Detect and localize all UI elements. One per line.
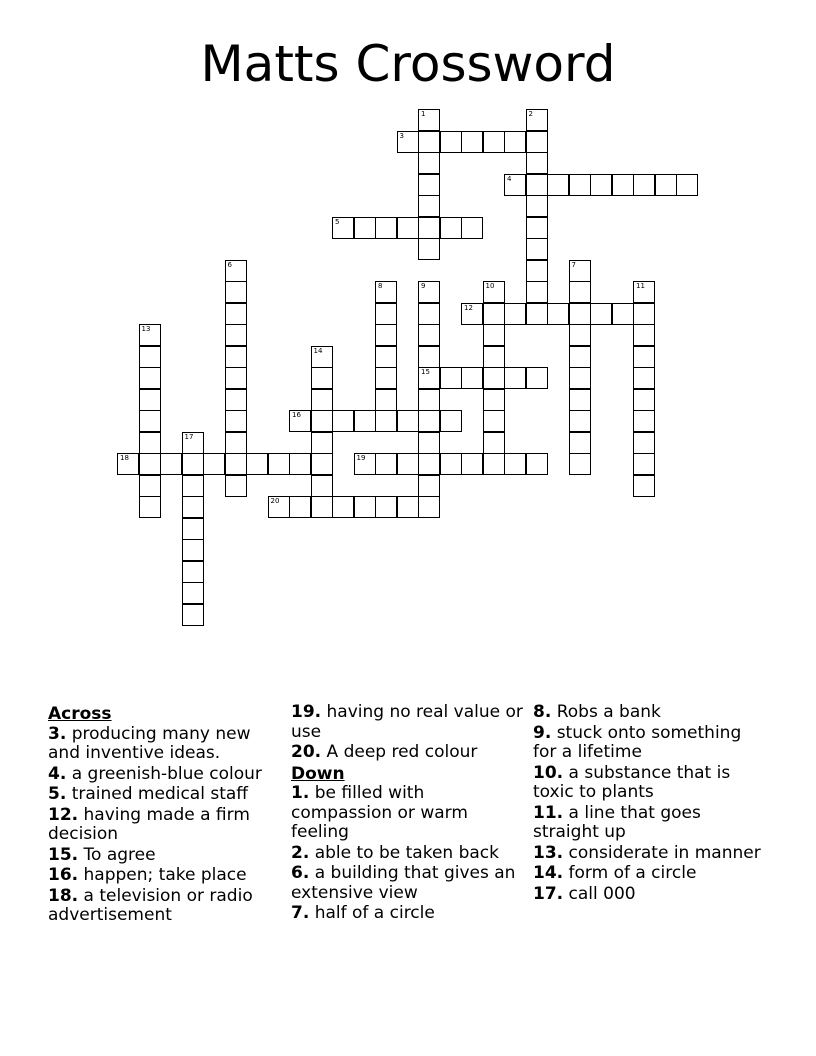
grid-cell[interactable] [397, 131, 419, 153]
clue-num: 14. [533, 863, 564, 883]
clue-text: considerate in manner [568, 842, 761, 863]
grid-cell[interactable] [182, 561, 204, 583]
down-heading: Down [291, 763, 345, 784]
grid-cell[interactable] [547, 174, 569, 196]
grid-cell[interactable] [354, 217, 376, 239]
grid-cell[interactable] [139, 346, 161, 368]
clue-text: Robs a bank [556, 702, 661, 722]
grid-cell[interactable] [375, 346, 397, 368]
grid-cell[interactable] [633, 410, 655, 432]
grid-cell[interactable] [483, 346, 505, 368]
grid-cell[interactable] [182, 453, 204, 475]
grid-cell[interactable] [526, 303, 548, 325]
clue-num: 18. [48, 885, 79, 906]
grid-cell[interactable] [483, 303, 505, 325]
clue-item [533, 864, 765, 884]
clue-num: 7. [291, 903, 310, 923]
grid-cell[interactable] [526, 152, 548, 174]
grid-cell[interactable] [418, 217, 440, 239]
clue-item [533, 844, 765, 864]
grid-cell[interactable] [440, 453, 462, 475]
clue-text: a television or radio advertisement [48, 885, 253, 925]
puzzle-title: Matts Crossword [200, 35, 616, 93]
grid-cell[interactable] [225, 432, 247, 454]
grid-cell[interactable] [225, 260, 247, 282]
grid-cell[interactable] [418, 131, 440, 153]
clue-column-1 [48, 703, 280, 927]
grid-cell[interactable] [418, 238, 440, 260]
clue-number: 2 [528, 110, 533, 118]
clue-item [48, 765, 280, 785]
grid-cell[interactable] [483, 131, 505, 153]
clue-item [291, 743, 523, 763]
clue-number: 9 [421, 282, 426, 290]
grid-cell[interactable] [225, 324, 247, 346]
clue-number: 7 [571, 260, 576, 269]
clue-item [291, 703, 523, 742]
grid-cell[interactable] [418, 152, 440, 174]
grid-cell[interactable] [461, 367, 483, 389]
grid-cell[interactable] [375, 324, 397, 346]
grid-cell[interactable] [633, 281, 655, 303]
grid-cell[interactable] [633, 367, 655, 389]
grid-cell[interactable] [461, 131, 483, 153]
grid-cell[interactable] [461, 217, 483, 239]
clue-text: a line that goes straight up [533, 802, 701, 842]
clue-text: a building that gives an extensive view [291, 863, 516, 903]
grid-cell[interactable] [504, 453, 526, 475]
grid-cell[interactable] [311, 367, 333, 389]
grid-cell[interactable] [332, 496, 354, 518]
grid-cell[interactable] [375, 367, 397, 389]
clue-num: 17. [533, 883, 564, 904]
clue-text: a substance that is toxic to plants [533, 762, 731, 802]
grid-cell[interactable] [633, 453, 655, 475]
grid-cell[interactable] [268, 453, 290, 475]
grid-cell[interactable] [375, 389, 397, 411]
grid-cell[interactable] [418, 324, 440, 346]
clue-item [291, 844, 523, 864]
clue-item [533, 764, 765, 803]
clue-number: 14 [313, 346, 323, 355]
clue-text: be filled with compassion or warm feeling [291, 783, 468, 842]
grid-cell[interactable] [225, 281, 247, 303]
clue-text: half of a circle [314, 903, 435, 923]
clue-item [533, 885, 765, 905]
grid-cell[interactable] [483, 410, 505, 432]
clue-text: a greenish-blue colour [71, 763, 262, 784]
grid-cell[interactable] [289, 496, 311, 518]
clue-num: 9. [533, 722, 552, 743]
grid-cell[interactable] [418, 432, 440, 454]
grid-cell[interactable] [440, 367, 462, 389]
grid-cell[interactable] [225, 453, 247, 475]
grid-cell[interactable] [397, 496, 419, 518]
grid-cell[interactable] [117, 453, 139, 475]
clue-num: 13. [533, 842, 564, 863]
grid-cell[interactable] [139, 432, 161, 454]
clue-num: 2. [291, 842, 310, 863]
clue-num: 12. [48, 804, 79, 825]
clue-number: 18 [120, 454, 129, 462]
grid-cell[interactable] [569, 324, 591, 346]
clue-num: 5. [48, 784, 67, 804]
grid-cell[interactable] [182, 604, 204, 626]
clue-number: 16 [292, 411, 301, 419]
grid-cell[interactable] [332, 410, 354, 432]
grid-cell[interactable] [461, 303, 483, 325]
clue-num: 16. [48, 865, 79, 885]
grid-cell[interactable] [418, 496, 440, 518]
clue-num: 6. [291, 863, 310, 883]
clue-item [533, 804, 765, 843]
grid-cell[interactable] [633, 174, 655, 196]
grid-cell[interactable] [483, 453, 505, 475]
clue-number: 19 [356, 454, 366, 462]
grid-cell[interactable] [569, 453, 591, 475]
clue-text: To agree [83, 844, 156, 865]
grid-cell[interactable] [311, 475, 333, 497]
grid-cell[interactable] [375, 281, 397, 303]
clue-text: stuck onto something for a lifetime [533, 722, 742, 762]
grid-cell[interactable] [483, 389, 505, 411]
grid-cell[interactable] [182, 432, 204, 454]
clue-text: A deep red colour [326, 742, 478, 762]
grid-cell[interactable] [311, 496, 333, 518]
clue-number: 17 [184, 432, 194, 441]
clue-number: 3 [399, 131, 404, 140]
grid-cell[interactable] [569, 174, 591, 196]
grid-cell[interactable] [160, 453, 182, 475]
grid-cell[interactable] [268, 496, 290, 518]
grid-cell[interactable] [418, 303, 440, 325]
clue-column-2 [291, 703, 523, 925]
clue-item [533, 703, 765, 723]
grid-cell[interactable] [139, 453, 161, 475]
grid-cell[interactable] [418, 475, 440, 497]
grid-cell[interactable] [569, 303, 591, 325]
grid-cell[interactable] [332, 217, 354, 239]
grid-cell[interactable] [483, 281, 505, 303]
grid-cell[interactable] [225, 389, 247, 411]
clue-item [48, 846, 280, 866]
grid-cell[interactable] [418, 453, 440, 475]
grid-cell[interactable] [483, 367, 505, 389]
grid-cell[interactable] [139, 475, 161, 497]
grid-cell[interactable] [633, 475, 655, 497]
grid-cell[interactable] [569, 281, 591, 303]
clue-number: 15 [421, 368, 430, 376]
clue-text: having made a firm decision [48, 804, 250, 844]
grid-cell[interactable] [139, 496, 161, 518]
grid-cell[interactable] [375, 217, 397, 239]
grid-cell[interactable] [311, 410, 333, 432]
clue-num: 8. [533, 702, 552, 722]
clue-item [291, 784, 523, 843]
grid-cell[interactable] [569, 389, 591, 411]
grid-cell[interactable] [504, 174, 526, 196]
grid-cell[interactable] [418, 174, 440, 196]
grid-cell[interactable] [225, 367, 247, 389]
clue-column-3 [533, 703, 765, 905]
clue-text: producing many new and inventive ideas. [48, 723, 251, 763]
clue-item [48, 785, 280, 805]
grid-cell[interactable] [526, 174, 548, 196]
clue-item [48, 725, 280, 764]
clue-num: 3. [48, 723, 67, 744]
clue-number: 1 [421, 110, 426, 118]
grid-cell[interactable] [225, 346, 247, 368]
clue-num: 4. [48, 763, 67, 784]
grid-cell[interactable] [375, 410, 397, 432]
grid-cell[interactable] [526, 131, 548, 153]
grid-cell[interactable] [289, 410, 311, 432]
grid-cell[interactable] [311, 389, 333, 411]
clue-num: 19. [291, 702, 322, 722]
grid-cell[interactable] [225, 410, 247, 432]
grid-cell[interactable] [633, 346, 655, 368]
grid-cell[interactable] [569, 260, 591, 282]
grid-cell[interactable] [440, 217, 462, 239]
clue-number: 8 [378, 282, 383, 290]
grid-cell[interactable] [612, 303, 634, 325]
grid-cell[interactable] [418, 346, 440, 368]
grid-cell[interactable] [526, 367, 548, 389]
grid-cell[interactable] [418, 389, 440, 411]
grid-cell[interactable] [182, 518, 204, 540]
grid-cell[interactable] [311, 453, 333, 475]
grid-cell[interactable] [225, 475, 247, 497]
clue-number: 4 [507, 174, 512, 183]
clue-number: 20 [270, 497, 280, 505]
clue-text: happen; take place [83, 865, 247, 885]
grid-cell[interactable] [526, 109, 548, 131]
grid-cell[interactable] [139, 324, 161, 346]
grid-cell[interactable] [139, 410, 161, 432]
grid-cell[interactable] [526, 281, 548, 303]
grid-cell[interactable] [354, 453, 376, 475]
clue-text: trained medical staff [71, 784, 249, 804]
grid-cell[interactable] [418, 281, 440, 303]
grid-cell[interactable] [440, 410, 462, 432]
clue-num: 1. [291, 783, 310, 803]
grid-cell[interactable] [246, 453, 268, 475]
across-heading: Across [48, 704, 112, 724]
grid-cell[interactable] [569, 432, 591, 454]
clue-num: 11. [533, 802, 564, 823]
grid-cell[interactable] [612, 174, 634, 196]
grid-cell[interactable] [311, 346, 333, 368]
clue-item [291, 904, 523, 924]
grid-cell[interactable] [418, 410, 440, 432]
grid-cell[interactable] [182, 496, 204, 518]
clue-item [48, 806, 280, 845]
grid-cell[interactable] [633, 303, 655, 325]
grid-cell[interactable] [526, 238, 548, 260]
grid-cell[interactable] [569, 367, 591, 389]
grid-cell[interactable] [526, 195, 548, 217]
grid-cell[interactable] [461, 453, 483, 475]
grid-cell[interactable] [375, 453, 397, 475]
grid-cell[interactable] [504, 131, 526, 153]
clue-item [48, 887, 280, 926]
clue-num: 15. [48, 844, 79, 865]
clue-item [533, 724, 765, 763]
grid-cell[interactable] [375, 303, 397, 325]
grid-cell[interactable] [225, 303, 247, 325]
clue-item [48, 866, 280, 886]
clue-number: 5 [335, 217, 340, 226]
grid-cell[interactable] [182, 539, 204, 561]
grid-cell[interactable] [203, 453, 225, 475]
clue-text: call 000 [568, 883, 636, 904]
grid-cell[interactable] [590, 174, 612, 196]
clue-text: able to be taken back [314, 842, 499, 863]
grid-cell[interactable] [590, 303, 612, 325]
grid-cell[interactable] [418, 195, 440, 217]
clue-item [291, 864, 523, 903]
clue-number: 10 [485, 282, 495, 290]
clue-number: 13 [141, 325, 151, 333]
grid-cell[interactable] [526, 217, 548, 239]
grid-cell[interactable] [547, 303, 569, 325]
clue-text: having no real value or use [291, 702, 523, 742]
grid-cell[interactable] [397, 453, 419, 475]
grid-cell[interactable] [418, 367, 440, 389]
grid-cell[interactable] [397, 410, 419, 432]
grid-cell[interactable] [526, 453, 548, 475]
grid-cell[interactable] [182, 475, 204, 497]
grid-cell[interactable] [354, 496, 376, 518]
clue-num: 10. [533, 762, 564, 783]
grid-cell[interactable] [182, 582, 204, 604]
clue-number: 12 [464, 303, 473, 312]
grid-cell[interactable] [483, 324, 505, 346]
clue-number: 6 [227, 260, 232, 269]
grid-cell[interactable] [655, 174, 677, 196]
grid-cell[interactable] [139, 367, 161, 389]
grid-cell[interactable] [633, 324, 655, 346]
clue-num: 20. [291, 742, 322, 762]
grid-cell[interactable] [569, 346, 591, 368]
grid-cell[interactable] [311, 432, 333, 454]
clue-text: form of a circle [568, 863, 697, 883]
grid-cell[interactable] [483, 432, 505, 454]
grid-cell[interactable] [569, 410, 591, 432]
grid-cell[interactable] [676, 174, 698, 196]
grid-cell[interactable] [375, 496, 397, 518]
grid-cell[interactable] [633, 389, 655, 411]
grid-cell[interactable] [354, 410, 376, 432]
grid-cell[interactable] [526, 260, 548, 282]
clue-number: 11 [636, 282, 645, 290]
grid-cell[interactable] [139, 389, 161, 411]
grid-cell[interactable] [633, 432, 655, 454]
grid-cell[interactable] [440, 131, 462, 153]
grid-cell[interactable] [504, 303, 526, 325]
grid-cell[interactable] [397, 217, 419, 239]
grid-cell[interactable] [504, 367, 526, 389]
grid-cell[interactable] [289, 453, 311, 475]
grid-cell[interactable] [418, 109, 440, 131]
